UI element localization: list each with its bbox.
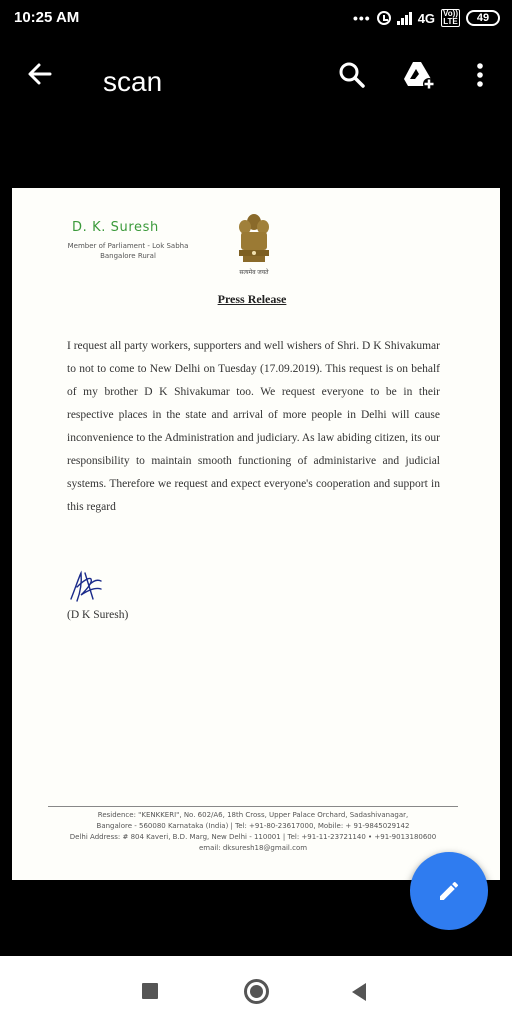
battery-level: 49 [476, 12, 490, 24]
recents-square-icon[interactable] [142, 983, 158, 999]
page-title: scan [103, 66, 163, 97]
notification-dots-icon: ••• [352, 10, 371, 26]
more-vert-icon[interactable] [468, 60, 492, 90]
footer-email: email: dksuresh18@gmail.com [198, 844, 308, 852]
network-type-label: 4G [417, 10, 436, 26]
footer-delhi-address: Delhi Address: # 804 Kaveri, B.D. Marg, New Delhi - 110001 | Tel: +91-11-23721140 • +91-9013180600 [69, 833, 437, 841]
battery-icon [466, 10, 500, 26]
scanned-document[interactable] [12, 188, 500, 880]
footer-residence: Residence: "KENKKERI", No. 602/A6, 18th Cross, Upper Palace Orchard, Sadashivanagar, [97, 811, 409, 819]
alarm-icon [377, 11, 391, 25]
app-bar [0, 36, 512, 122]
home-circle-icon[interactable] [244, 979, 269, 1004]
letterhead-name: D. K. Suresh [72, 220, 159, 235]
footer-divider [48, 806, 458, 807]
google-drive-add-icon[interactable] [402, 60, 436, 90]
volte-icon [441, 9, 460, 27]
letterhead-subtitle [48, 241, 208, 261]
back-triangle-icon[interactable] [352, 983, 366, 1001]
edit-pencil-icon [437, 879, 461, 903]
letterhead-footer [48, 810, 458, 854]
status-bar [0, 0, 512, 36]
document-heading: Press Release [217, 292, 287, 306]
edit-button[interactable] [410, 852, 488, 930]
document-body: I request all party workers, supporters and well wishers of Shri. D K Shivakumar to not to come to New Delhi on Tuesday (17.09.2019). This request is on behalf of my brother D K Shivakumar too. We request everyone to be in their respective places in the state and arrival of more people in Delhi will cause inconvenience to the Administration and judiciary. As law abiding citizen, its our responsibility to maintain smooth functioning of administarive and judicial systems. Therefore we request and expect everyone's cooperation and support in this regard [67, 340, 440, 513]
emblem-motto: सत्यमेव जयते [239, 270, 269, 276]
search-icon[interactable] [337, 60, 367, 90]
footer-residence-contact: Bangalore - 560080 Karnataka (India) | Tel: +91-80-23617000, Mobile: + 91-9845029142 [96, 822, 410, 830]
back-arrow-icon[interactable] [24, 58, 56, 90]
national-emblem-icon [234, 212, 274, 274]
letterhead-designation: Member of Parliament - Lok Sabha [67, 242, 189, 250]
handwritten-signature [67, 569, 107, 605]
letterhead-constituency: Bangalore Rural [100, 252, 156, 260]
document-signoff: (D K Suresh) [67, 609, 129, 621]
system-navigation-bar [0, 956, 512, 1024]
volte-bottom-text: LTE [443, 17, 458, 26]
status-time: 10:25 AM [14, 9, 80, 26]
volte-top-text: Vo)) [443, 9, 458, 18]
signal-strength-icon [397, 12, 412, 25]
status-icons [353, 9, 500, 27]
